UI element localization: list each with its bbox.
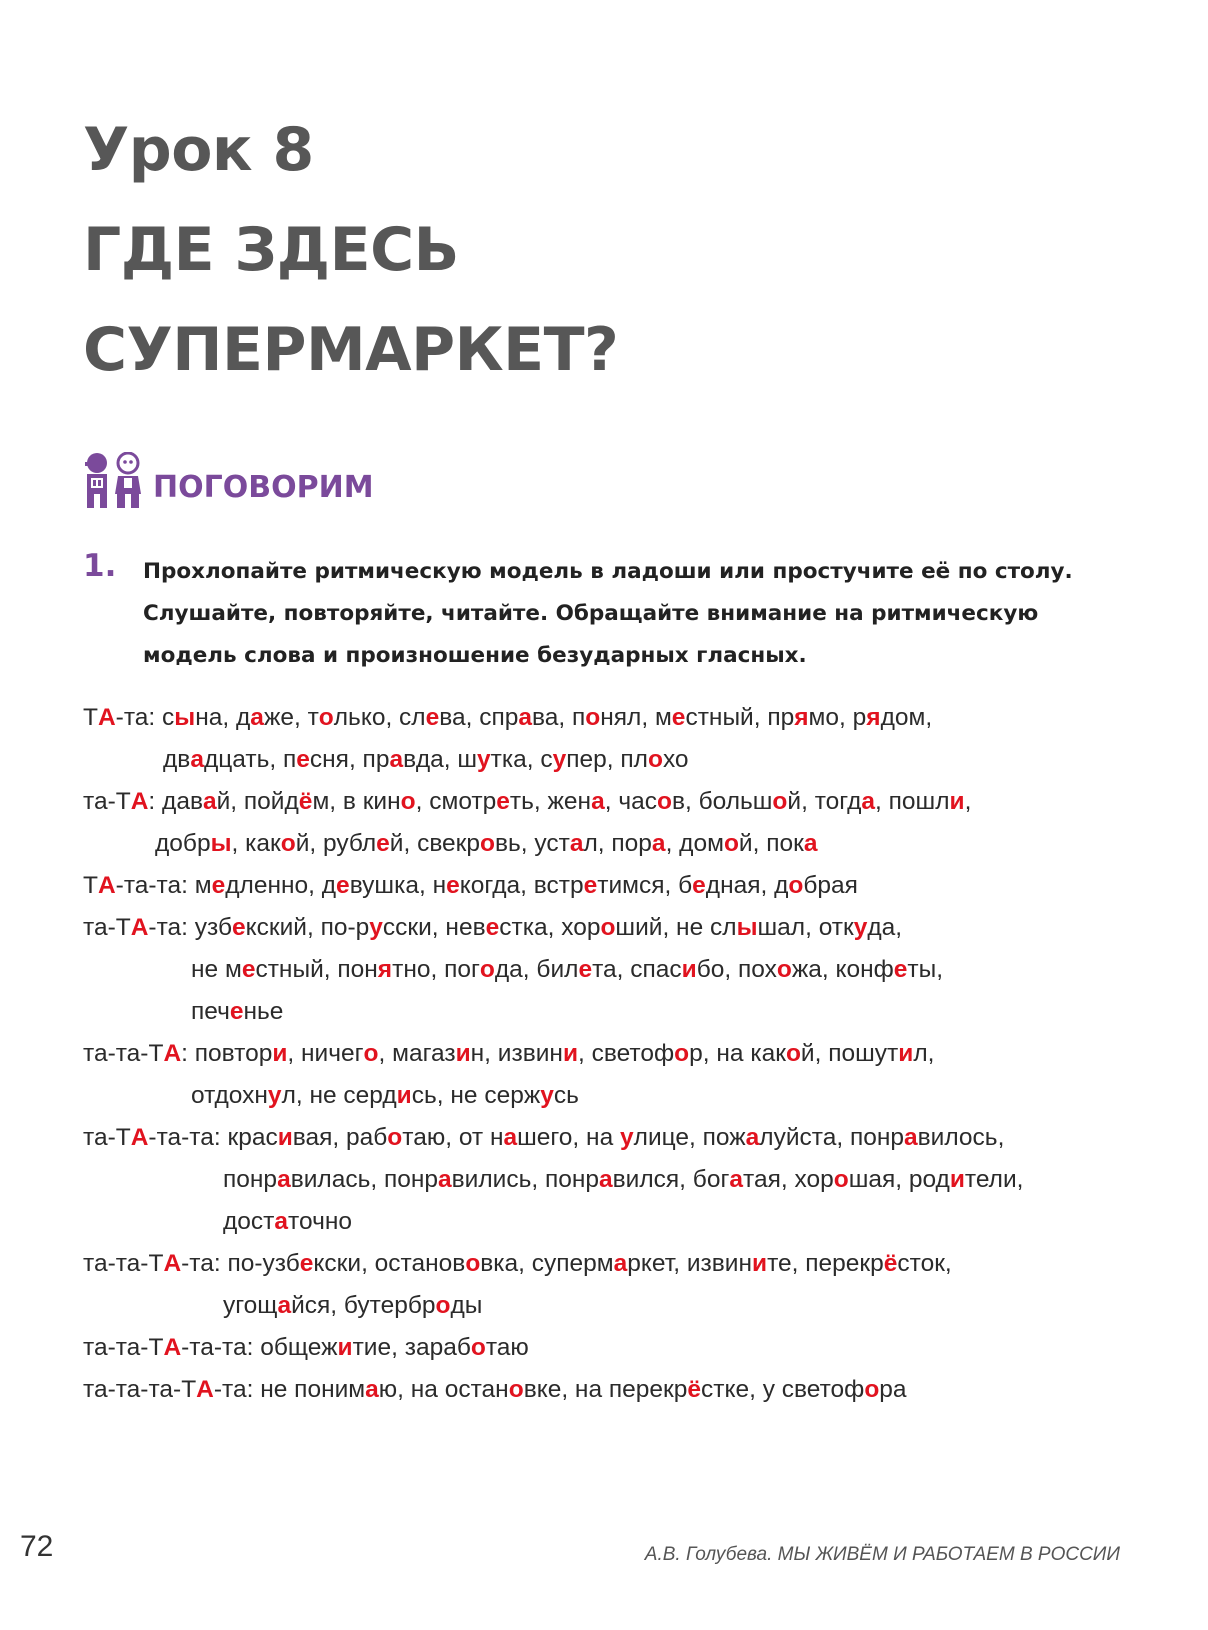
stressed-vowel: о xyxy=(833,1166,849,1193)
stressed-vowel: и xyxy=(752,1250,768,1277)
stressed-vowel: е xyxy=(671,704,686,731)
stressed-vowel: ё xyxy=(883,1250,898,1277)
stressed-vowel: а xyxy=(438,1166,452,1193)
stressed-vowel: а xyxy=(861,788,876,815)
section-header xyxy=(83,452,483,508)
stressed-vowel: а xyxy=(274,1208,289,1235)
instruction-line: Слушайте, повторяйте, читайте. Обращайте внимание на ритмическую xyxy=(143,601,1039,626)
stressed-vowel: о xyxy=(363,1040,379,1067)
stressed-vowel: о xyxy=(772,788,788,815)
stressed-vowel: а xyxy=(745,1124,760,1151)
stressed-vowel: е xyxy=(376,830,390,857)
stressed-vowel: е xyxy=(893,956,908,983)
lesson-number: Урок 8 xyxy=(83,115,314,185)
stressed-vowel: а xyxy=(365,1376,379,1403)
rhythm-line: ТА-та-та: медленно, девушка, некогда, встретимся, бедная, добрая xyxy=(83,872,858,899)
stressed-vowel: о xyxy=(647,746,663,773)
stressed-vowel: А xyxy=(163,1334,182,1361)
stressed-vowel: я xyxy=(794,704,809,731)
stressed-vowel: А xyxy=(163,1040,182,1067)
stressed-vowel: а xyxy=(803,830,818,857)
running-footer: А.В. Голубева. МЫ ЖИВЁМ И РАБОТАЕМ В РОССИИ xyxy=(644,1544,1120,1565)
stressed-vowel: у xyxy=(369,914,383,941)
stressed-vowel: а xyxy=(503,1124,518,1151)
stressed-vowel: а xyxy=(202,788,217,815)
rhythm-line: та-та-та-ТА-та: не понимаю, на остановке, на перекрёстке, у светофора xyxy=(83,1376,907,1403)
stressed-vowel: ы xyxy=(210,830,232,857)
stressed-vowel: и xyxy=(337,1334,353,1361)
stressed-vowel: о xyxy=(723,830,739,857)
lesson-title xyxy=(83,100,618,400)
stressed-vowel: А xyxy=(163,1250,182,1277)
section-label: ПОГОВОРИМ xyxy=(153,470,374,505)
rhythm-line: ТА-та: сына, даже, только, слева, справа, понял, местный, прямо, рядом, xyxy=(83,704,933,731)
stressed-vowel: е xyxy=(241,956,256,983)
stressed-vowel: о xyxy=(788,872,804,899)
stressed-vowel: о xyxy=(656,788,672,815)
rhythm-line: та-та-ТА-та: по-узбекски, останововка, супермаркет, извините, перекрёсток, xyxy=(83,1250,952,1277)
stressed-vowel: е xyxy=(296,746,310,773)
lesson-heading-line-1: ГДЕ ЗДЕСЬ xyxy=(83,215,459,285)
rhythm-line: понравилась, понравились, понравился, богатая, хорошая, родители, xyxy=(223,1166,1024,1193)
stressed-vowel: у xyxy=(552,746,567,773)
stressed-vowel: а xyxy=(190,746,204,773)
stressed-vowel: а xyxy=(599,1166,613,1193)
rhythm-line: та-та-ТА: повтори, ничего, магазин, извини, светофор, на какой, пошутил, xyxy=(83,1040,935,1067)
stressed-vowel: е xyxy=(496,788,510,815)
stressed-vowel: и xyxy=(898,1040,914,1067)
stressed-vowel: о xyxy=(585,704,601,731)
page-number: 72 xyxy=(20,1530,54,1563)
stressed-vowel: а xyxy=(250,704,264,731)
stressed-vowel: у xyxy=(540,1082,554,1109)
stressed-vowel: е xyxy=(446,872,460,899)
stressed-vowel: и xyxy=(455,1040,471,1067)
stressed-vowel: е xyxy=(425,704,440,731)
stressed-vowel: и xyxy=(949,788,965,815)
stressed-vowel: о xyxy=(470,1334,486,1361)
exercise-number: 1. xyxy=(83,548,117,584)
stressed-vowel: а xyxy=(277,1292,292,1319)
stressed-vowel: ё xyxy=(687,1376,702,1403)
stressed-vowel: о xyxy=(435,1292,451,1319)
stressed-vowel: е xyxy=(232,914,246,941)
stressed-vowel: а xyxy=(651,830,666,857)
stressed-vowel: е xyxy=(336,872,350,899)
stressed-vowel: А xyxy=(130,1124,149,1151)
rhythm-line: печенье xyxy=(191,998,284,1025)
stressed-vowel: а xyxy=(518,704,533,731)
instruction-line: модель слова и произношение безударных гласных. xyxy=(143,643,807,668)
stressed-vowel: а xyxy=(569,830,584,857)
stressed-vowel: А xyxy=(97,872,116,899)
stressed-vowel: и xyxy=(949,1166,965,1193)
stressed-vowel: е xyxy=(229,998,244,1025)
stressed-vowel: у xyxy=(477,746,491,773)
stressed-vowel: о xyxy=(400,788,416,815)
stressed-vowel: е xyxy=(211,872,226,899)
stressed-vowel: е xyxy=(485,914,500,941)
stressed-vowel: а xyxy=(591,788,605,815)
rhythm-line: та-та-ТА-та-та: общежитие, заработаю xyxy=(83,1334,529,1361)
stressed-vowel: о xyxy=(479,956,495,983)
stressed-vowel: о xyxy=(674,1040,690,1067)
rhythm-line: добры, какой, рублей, свекровь, устал, пора, домой, пока xyxy=(155,830,818,857)
rhythm-line: достаточно xyxy=(223,1208,353,1235)
stressed-vowel: я xyxy=(866,704,881,731)
rhythm-line: та-ТА-та: узбекский, по-русски, невестка, хороший, не слышал, откуда, xyxy=(83,914,903,941)
rhythm-line: двадцать, песня, правда, шутка, супер, плохо xyxy=(163,746,689,773)
stressed-vowel: и xyxy=(396,1082,412,1109)
rhythm-line: отдохнул, не сердись, не сержусь xyxy=(191,1082,579,1109)
rhythm-line: та-ТА: давай, пойдём, в кино, смотреть, жена, часов, большой, тогда, пошли, xyxy=(83,788,972,815)
stressed-vowel: ы xyxy=(736,914,758,941)
stressed-vowel: о xyxy=(785,1040,801,1067)
stressed-vowel: а xyxy=(904,1124,918,1151)
stressed-vowel: о xyxy=(318,704,334,731)
stressed-vowel: а xyxy=(613,1250,628,1277)
stressed-vowel: е xyxy=(578,956,593,983)
stressed-vowel: о xyxy=(600,914,616,941)
stressed-vowel: А xyxy=(130,914,149,941)
stressed-vowel: о xyxy=(480,830,495,857)
stressed-vowel: о xyxy=(508,1376,524,1403)
stressed-vowel: у xyxy=(853,914,868,941)
stressed-vowel: е xyxy=(299,1250,314,1277)
rhythm-model-list xyxy=(83,697,1163,1411)
rhythm-line: та-ТА-та-та: красивая, работаю, от нашего, на улице, пожалуйста, понравилось, xyxy=(83,1124,1005,1151)
two-people-talking-icon xyxy=(83,452,143,508)
stressed-vowel: у xyxy=(620,1124,634,1151)
stressed-vowel: е xyxy=(692,872,706,899)
rhythm-line: не местный, понятно, погода, билета, спасибо, похожа, конфеты, xyxy=(191,956,944,983)
stressed-vowel: о xyxy=(864,1376,880,1403)
stressed-vowel: А xyxy=(130,788,149,815)
stressed-vowel: а xyxy=(389,746,404,773)
stressed-vowel: ы xyxy=(174,704,196,731)
stressed-vowel: и xyxy=(277,1124,293,1151)
stressed-vowel: о xyxy=(280,830,296,857)
stressed-vowel: и xyxy=(272,1040,288,1067)
stressed-vowel: е xyxy=(583,872,598,899)
stressed-vowel: А xyxy=(97,704,116,731)
lesson-heading-line-2: СУПЕРМАРКЕТ? xyxy=(83,315,619,385)
stressed-vowel: ё xyxy=(298,788,313,815)
stressed-vowel: А xyxy=(196,1376,214,1403)
stressed-vowel: у xyxy=(267,1082,282,1109)
stressed-vowel: и xyxy=(681,956,697,983)
stressed-vowel: о xyxy=(465,1250,481,1277)
stressed-vowel: а xyxy=(277,1166,291,1193)
stressed-vowel: я xyxy=(377,956,393,983)
stressed-vowel: о xyxy=(776,956,792,983)
instruction-line: Прохлопайте ритмическую модель в ладоши или простучите её по столу. xyxy=(143,559,1073,584)
rhythm-line: угощайся, бутерброды xyxy=(223,1292,483,1319)
stressed-vowel: а xyxy=(729,1166,744,1193)
stressed-vowel: и xyxy=(562,1040,579,1067)
stressed-vowel: о xyxy=(387,1124,403,1151)
exercise-instruction xyxy=(143,551,1123,677)
